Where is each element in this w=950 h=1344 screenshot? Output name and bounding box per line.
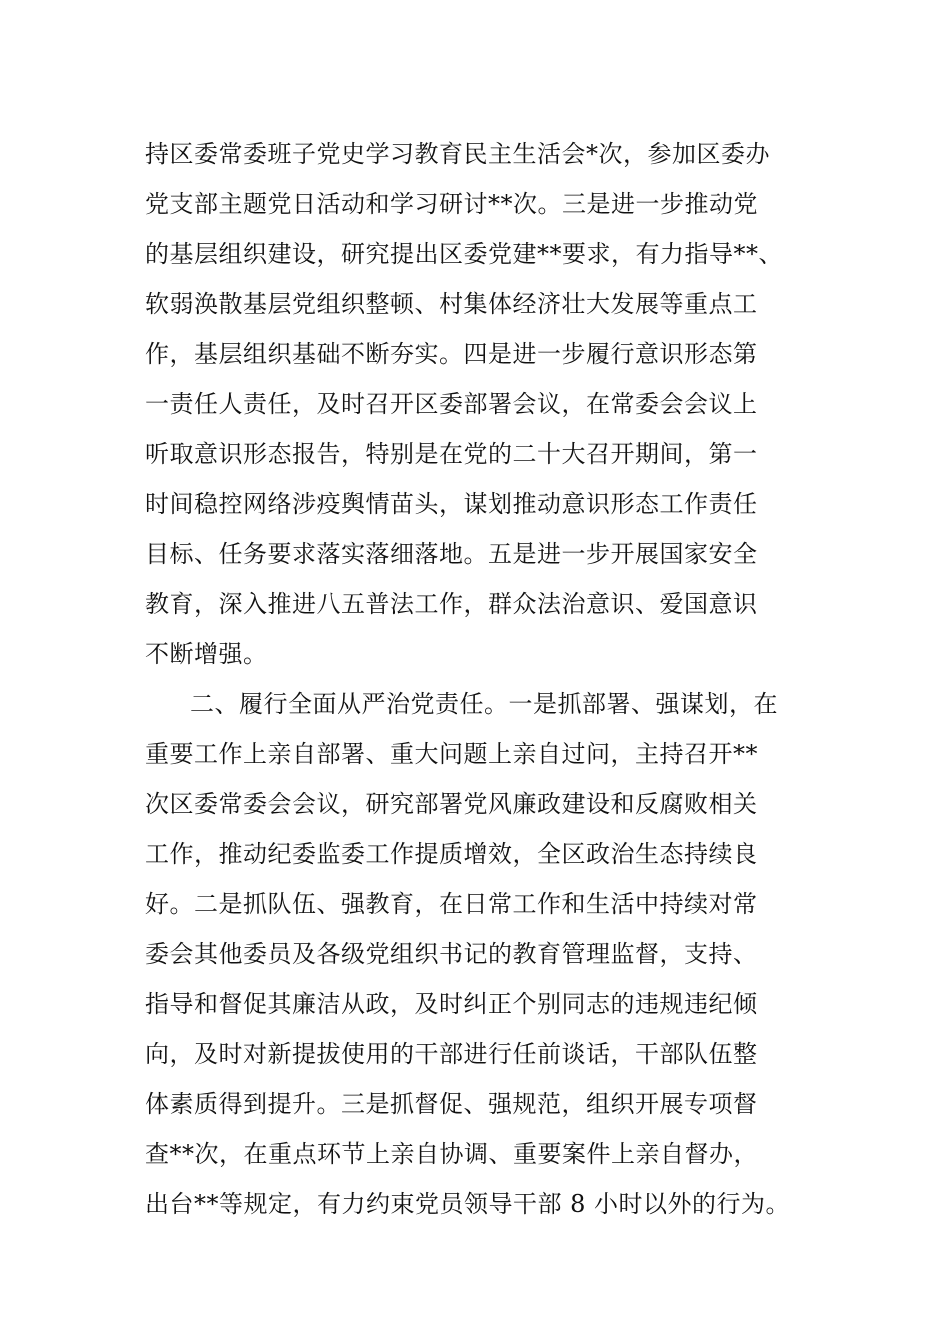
text-line: 时间稳控网络涉疫舆情苗头，谋划推动意识形态工作责任	[145, 490, 758, 518]
text-line: 委会其他委员及各级党组织书记的教育管理监督，支持、	[145, 940, 758, 968]
text-line: 的基层组织建设，研究提出区委党建**要求，有力指导**、	[145, 240, 783, 268]
text-line: 查**次，在重点环节上亲自协调、重要案件上亲自督办，	[145, 1140, 758, 1168]
text-line: 不断增强。	[145, 640, 268, 668]
text-line: 出台**等规定，有力约束党员领导干部 8 小时以外的行为。	[145, 1190, 791, 1218]
text-line: 目标、任务要求落实落细落地。五是进一步开展国家安全	[145, 540, 758, 568]
text-line: 好。二是抓队伍、强教育，在日常工作和生活中持续对常	[145, 890, 758, 918]
text-line: 工作，推动纪委监委工作提质增效，全区政治生态持续良	[145, 840, 758, 868]
text-line: 听取意识形态报告，特别是在党的二十大召开期间，第一	[145, 440, 758, 468]
text-line: 持区委常委班子党史学习教育民主生活会*次，参加区委办	[145, 140, 770, 168]
text-line: 教育，深入推进八五普法工作，群众法治意识、爱国意识	[145, 590, 758, 618]
text-line: 向，及时对新提拔使用的干部进行任前谈话，干部队伍整	[145, 1040, 758, 1068]
text-line: 重要工作上亲自部署、重大问题上亲自过问，主持召开**	[145, 740, 758, 768]
text-line: 次区委常委会会议，研究部署党风廉政建设和反腐败相关	[145, 790, 758, 818]
text-line: 党支部主题党日活动和学习研讨**次。三是进一步推动党	[145, 190, 758, 218]
text-line: 指导和督促其廉洁从政，及时纠正个别同志的违规违纪倾	[145, 990, 758, 1018]
paragraph-start-line: 二、履行全面从严治党责任。一是抓部署、强谋划，在	[190, 690, 778, 718]
text-line: 软弱涣散基层党组织整顿、村集体经济壮大发展等重点工	[145, 290, 758, 318]
text-line: 体素质得到提升。三是抓督促、强规范，组织开展专项督	[145, 1090, 758, 1118]
text-line: 一责任人责任，及时召开区委部署会议，在常委会会议上	[145, 390, 758, 418]
text-line: 作，基层组织基础不断夯实。四是进一步履行意识形态第	[145, 340, 758, 368]
